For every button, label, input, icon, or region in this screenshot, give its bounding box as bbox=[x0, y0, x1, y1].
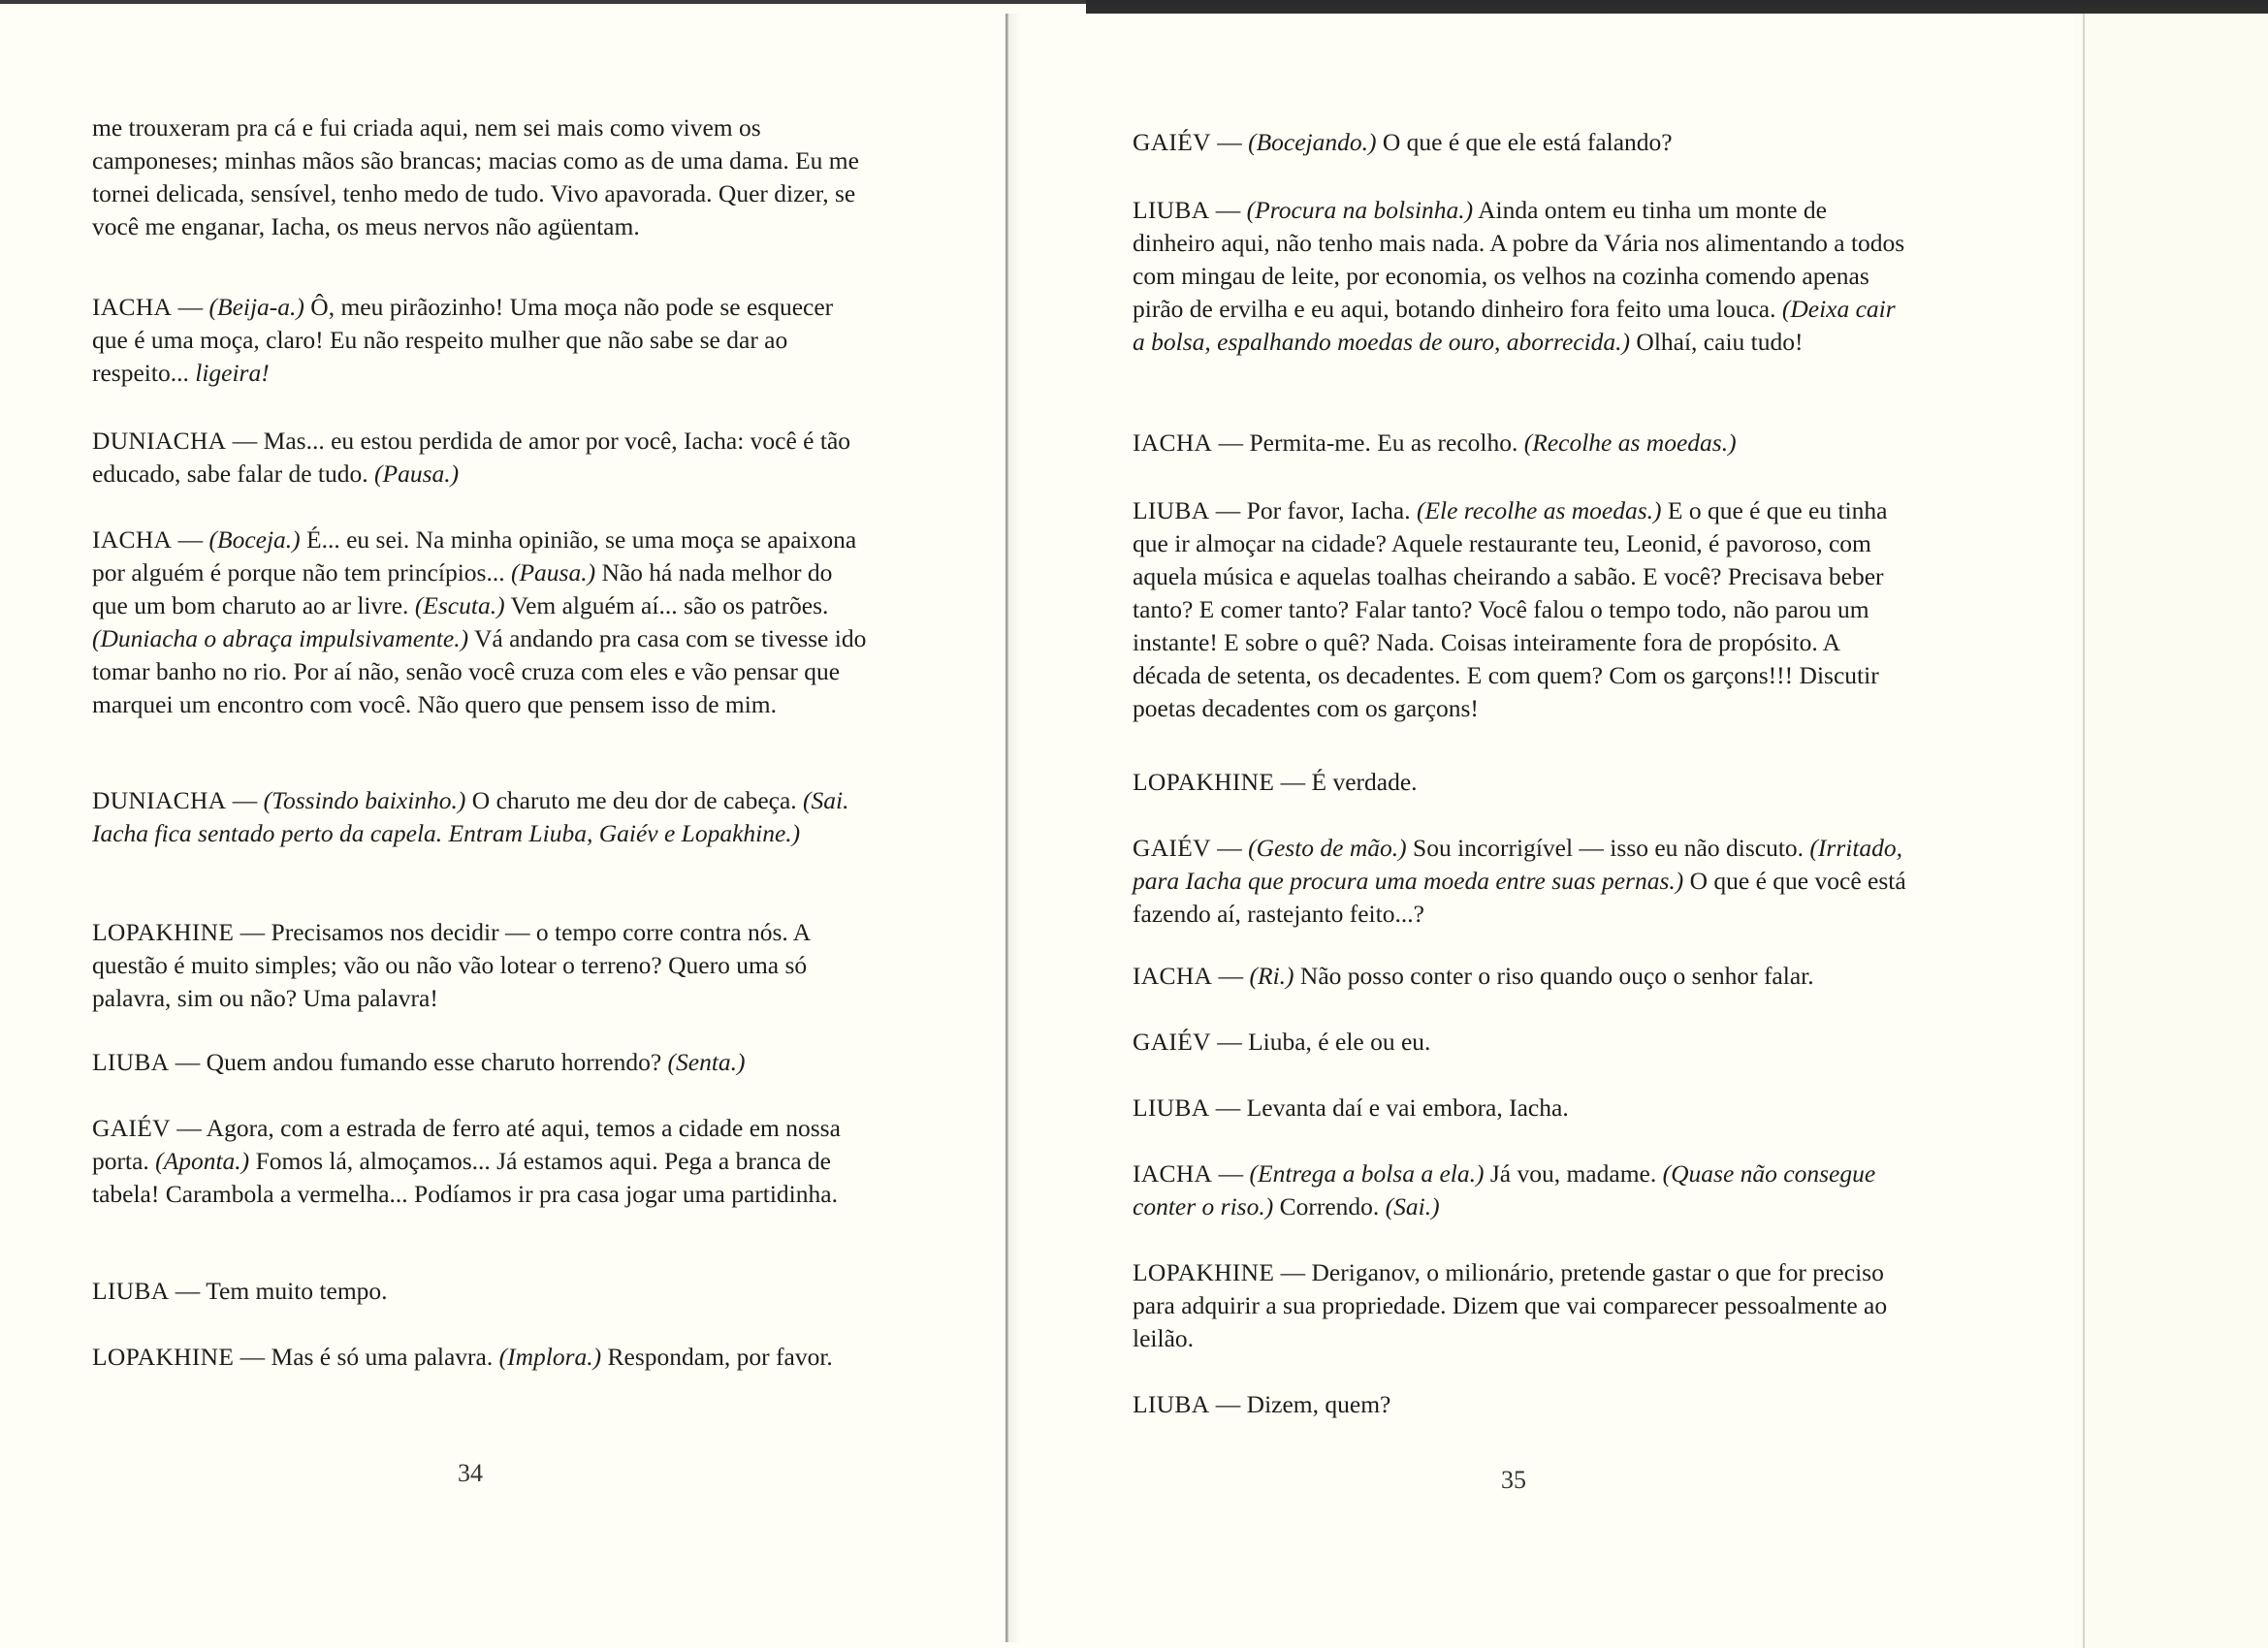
dialogue-text: — Permita-me. Eu as recolho. bbox=[1212, 428, 1524, 457]
speaker-name: LOPAKHINE bbox=[1133, 768, 1275, 796]
dialogue-text: — Por favor, Iacha. bbox=[1209, 496, 1417, 524]
dialogue-text: me trouxeram pra cá e fui criada aqui, nem sei mais como vivem os camponeses; minhas mãos são brancas; macias como as de uma dama. Eu me tornei delicada, sensível, tenho medo de tudo. Vivo apavorada. Quer dizer, se você me enganar, Iacha, os meus nervos não agüentam. bbox=[92, 113, 859, 240]
dialogue-text: — Precisamos nos decidir — o tempo corre contra nós. A questão é muito simples; vão ou não vão lotear o terreno? Quero uma só palavra, sim ou não? Uma palavra! bbox=[92, 918, 810, 1012]
stage-direction: (Beija-a.) bbox=[208, 293, 304, 321]
speaker-name: DUNIACHA bbox=[92, 427, 227, 455]
dialogue-text: — Levanta daí e vai embora, Iacha. bbox=[1209, 1093, 1569, 1122]
speaker-name: IACHA bbox=[92, 293, 173, 321]
paragraph bbox=[1133, 1026, 1908, 1059]
paragraph bbox=[1133, 1388, 1908, 1421]
page-number: 34 bbox=[458, 1459, 483, 1487]
dialogue-text: — É verdade. bbox=[1274, 768, 1418, 796]
speaker-name: GAIÉV bbox=[1133, 128, 1211, 156]
stage-direction: (Procura na bolsinha.) bbox=[1246, 196, 1474, 224]
paragraph bbox=[92, 1341, 868, 1374]
dialogue-text: — Liuba, é ele ou eu. bbox=[1210, 1028, 1431, 1056]
dialogue-text: Correndo. bbox=[1273, 1192, 1386, 1220]
speaker-name: LIUBA bbox=[1133, 1390, 1210, 1418]
paragraph bbox=[1133, 832, 1908, 931]
paragraph bbox=[1133, 960, 1908, 993]
dialogue-text: — bbox=[172, 293, 209, 321]
speaker-name: GAIÉV bbox=[92, 1114, 171, 1142]
paragraph bbox=[92, 1275, 868, 1308]
dialogue-text: O charuto me deu dor de cabeça. bbox=[465, 786, 804, 814]
speaker-name: IACHA bbox=[1133, 428, 1213, 457]
scan-edge-top-right bbox=[1086, 0, 2268, 14]
speaker-name: LIUBA bbox=[92, 1048, 170, 1076]
paragraph bbox=[1133, 1256, 1908, 1355]
paragraph bbox=[92, 425, 868, 491]
dialogue-text: O que é que você está fazendo aí, rastejanto feito...? bbox=[1133, 867, 1906, 928]
dialogue-text: O que é que ele está falando? bbox=[1376, 128, 1673, 156]
speaker-name: LIUBA bbox=[1133, 1093, 1210, 1122]
paragraph bbox=[92, 916, 868, 1015]
stage-direction: (Irritado, para Iacha que procura uma moeda entre suas pernas.) bbox=[1133, 834, 1903, 895]
stage-direction: (Sai.) bbox=[1385, 1192, 1440, 1220]
scan-edge-top-left bbox=[0, 0, 1086, 4]
speaker-name: DUNIACHA bbox=[92, 786, 227, 814]
paragraph bbox=[92, 111, 868, 243]
dialogue-text: Sou incorrigível — isso eu não discuto. bbox=[1406, 834, 1810, 862]
stage-direction: (Pausa.) bbox=[510, 558, 596, 586]
dialogue-text: — Mas é só uma palavra. bbox=[234, 1343, 499, 1371]
stage-direction: (Entrega a bolsa a ela.) bbox=[1249, 1159, 1485, 1188]
stage-direction: (Gesto de mão.) bbox=[1248, 834, 1407, 862]
paragraph bbox=[1133, 1092, 1908, 1125]
page-number: 35 bbox=[1501, 1466, 1526, 1494]
speaker-name: GAIÉV bbox=[1133, 1028, 1211, 1056]
stage-direction: (Pausa.) bbox=[374, 460, 460, 488]
stage-direction: (Boceja.) bbox=[208, 525, 301, 554]
speaker-name: LOPAKHINE bbox=[92, 1343, 235, 1371]
gutter-shadow bbox=[1008, 14, 1020, 1642]
speaker-name: GAIÉV bbox=[1133, 834, 1211, 862]
speaker-name: LOPAKHINE bbox=[1133, 1258, 1275, 1286]
dialogue-text: — Agora, com a estrada de ferro até aqui, temos a cidade em nossa porta. bbox=[92, 1114, 841, 1175]
dialogue-text: — Deriganov, o milionário, pretende gastar o que for preciso para adquirir a sua propriedade. Dizem que vai comparecer pessoalmente ao leilão. bbox=[1133, 1258, 1888, 1352]
dialogue-text: E o que é que eu tinha que ir almoçar na cidade? Aquele restaurante teu, Leonid, é pavoroso, com aquela música e aquelas toalhas cheirando a sabão. E você? Precisava beber tanto? E comer tanto? Falar tanto? Você falou o tempo todo, não parou um instante! E sobre o quê? Nada. Coisas inteiramente fora de propósito. A década de setenta, os decadentes. E com quem? Com os garçons!!! Discutir poetas decadentes com os garçons! bbox=[1133, 496, 1888, 722]
dialogue-text: — Dizem, quem? bbox=[1209, 1390, 1391, 1418]
speaker-name: LIUBA bbox=[1133, 496, 1210, 524]
dialogue-text: — bbox=[1210, 834, 1249, 862]
paragraph bbox=[92, 523, 868, 721]
stage-direction: (Tossindo baixinho.) bbox=[263, 786, 466, 814]
paragraph bbox=[1133, 194, 1908, 359]
speaker-name: IACHA bbox=[1133, 962, 1213, 990]
stage-direction: (Recolhe as moedas.) bbox=[1523, 428, 1737, 457]
dialogue-text: — Mas... eu estou perdida de amor por você, Iacha: você é tão educado, sabe falar de tudo. bbox=[92, 427, 851, 488]
stage-direction: (Duniacha o abraça impulsivamente.) bbox=[92, 624, 469, 652]
dialogue-text: — bbox=[226, 786, 264, 814]
right-page-edge bbox=[2083, 14, 2085, 1648]
stage-direction: (Aponta.) bbox=[155, 1147, 250, 1175]
dialogue-text: Respondam, por favor. bbox=[601, 1343, 833, 1371]
paragraph bbox=[92, 1046, 868, 1079]
stage-direction: (Quase não consegue conter o riso.) bbox=[1133, 1159, 1876, 1220]
stage-direction: (Escuta.) bbox=[414, 591, 505, 619]
paragraph bbox=[92, 291, 868, 390]
dialogue-text: Olhaí, caiu tudo! bbox=[1630, 328, 1804, 356]
dialogue-text: Já vou, madame. bbox=[1484, 1159, 1663, 1188]
dialogue-text: Não posso conter o riso quando ouço o senhor falar. bbox=[1294, 962, 1814, 990]
paragraph bbox=[92, 1112, 868, 1211]
stage-direction: (Sai. Iacha fica sentado perto da capela. Entram Liuba, Gaiév e Lopakhine.) bbox=[92, 786, 849, 847]
dialogue-text: Ô, meu pirãozinho! Uma moça não pode se esquecer que é uma moça, claro! Eu não respeito mulher que não sabe se dar ao respeito... bbox=[92, 293, 834, 387]
paragraph bbox=[1133, 494, 1908, 725]
paragraph bbox=[92, 784, 868, 850]
stage-direction: ligeira! bbox=[195, 359, 270, 387]
dialogue-text: — Tem muito tempo. bbox=[169, 1277, 388, 1305]
dialogue-text: — Quem andou fumando esse charuto horrendo? bbox=[169, 1048, 668, 1076]
dialogue-text: Vá andando pra casa com se tivesse ido tomar banho no rio. Por aí não, senão você cruza com eles e vão pensar que marquei um encontro com você. Não quero que pensem isso de mim. bbox=[92, 624, 867, 718]
paragraph bbox=[1133, 427, 1908, 460]
right-page-margin bbox=[2075, 14, 2268, 1648]
speaker-name: LIUBA bbox=[92, 1277, 170, 1305]
stage-direction: (Bocejando.) bbox=[1248, 128, 1377, 156]
speaker-name: LIUBA bbox=[1133, 196, 1210, 224]
dialogue-text: Não há nada melhor do que um bom charuto ao ar livre. bbox=[92, 558, 833, 619]
dialogue-text: — bbox=[172, 525, 209, 554]
stage-direction: (Ri.) bbox=[1249, 962, 1294, 990]
speaker-name: LOPAKHINE bbox=[92, 918, 235, 946]
dialogue-text: — bbox=[1212, 1159, 1250, 1188]
stage-direction: (Deixa cair a bolsa, espalhando moedas de ouro, aborrecida.) bbox=[1133, 295, 1896, 356]
speaker-name: IACHA bbox=[1133, 1159, 1213, 1188]
speaker-name: IACHA bbox=[92, 525, 173, 554]
dialogue-text: Ainda ontem eu tinha um monte de dinheiro aqui, não tenho mais nada. A pobre da Vária nos alimentando a todos com mingau de leite, por economia, os velhos na cozinha comendo apenas pirão de ervilha e eu aqui, botando dinheiro fora feito uma louca. bbox=[1133, 196, 1905, 323]
paragraph bbox=[1133, 1157, 1908, 1223]
paragraph bbox=[1133, 126, 1908, 159]
paragraph bbox=[1133, 766, 1908, 799]
stage-direction: (Ele recolhe as moedas.) bbox=[1416, 496, 1662, 524]
stage-direction: (Senta.) bbox=[667, 1048, 746, 1076]
dialogue-text: — bbox=[1212, 962, 1250, 990]
stage-direction: (Implora.) bbox=[498, 1343, 602, 1371]
dialogue-text: É... eu sei. Na minha opinião, se uma moça se apaixona por alguém é porque não tem princípios... bbox=[92, 525, 857, 586]
dialogue-text: — bbox=[1210, 128, 1249, 156]
dialogue-text: Fomos lá, almoçamos... Já estamos aqui. Pega a branca de tabela! Carambola a vermelha... Podíamos ir pra casa jogar uma partidinha. bbox=[92, 1147, 838, 1208]
dialogue-text: Vem alguém aí... são os patrões. bbox=[504, 591, 829, 619]
dialogue-text: — bbox=[1209, 196, 1247, 224]
